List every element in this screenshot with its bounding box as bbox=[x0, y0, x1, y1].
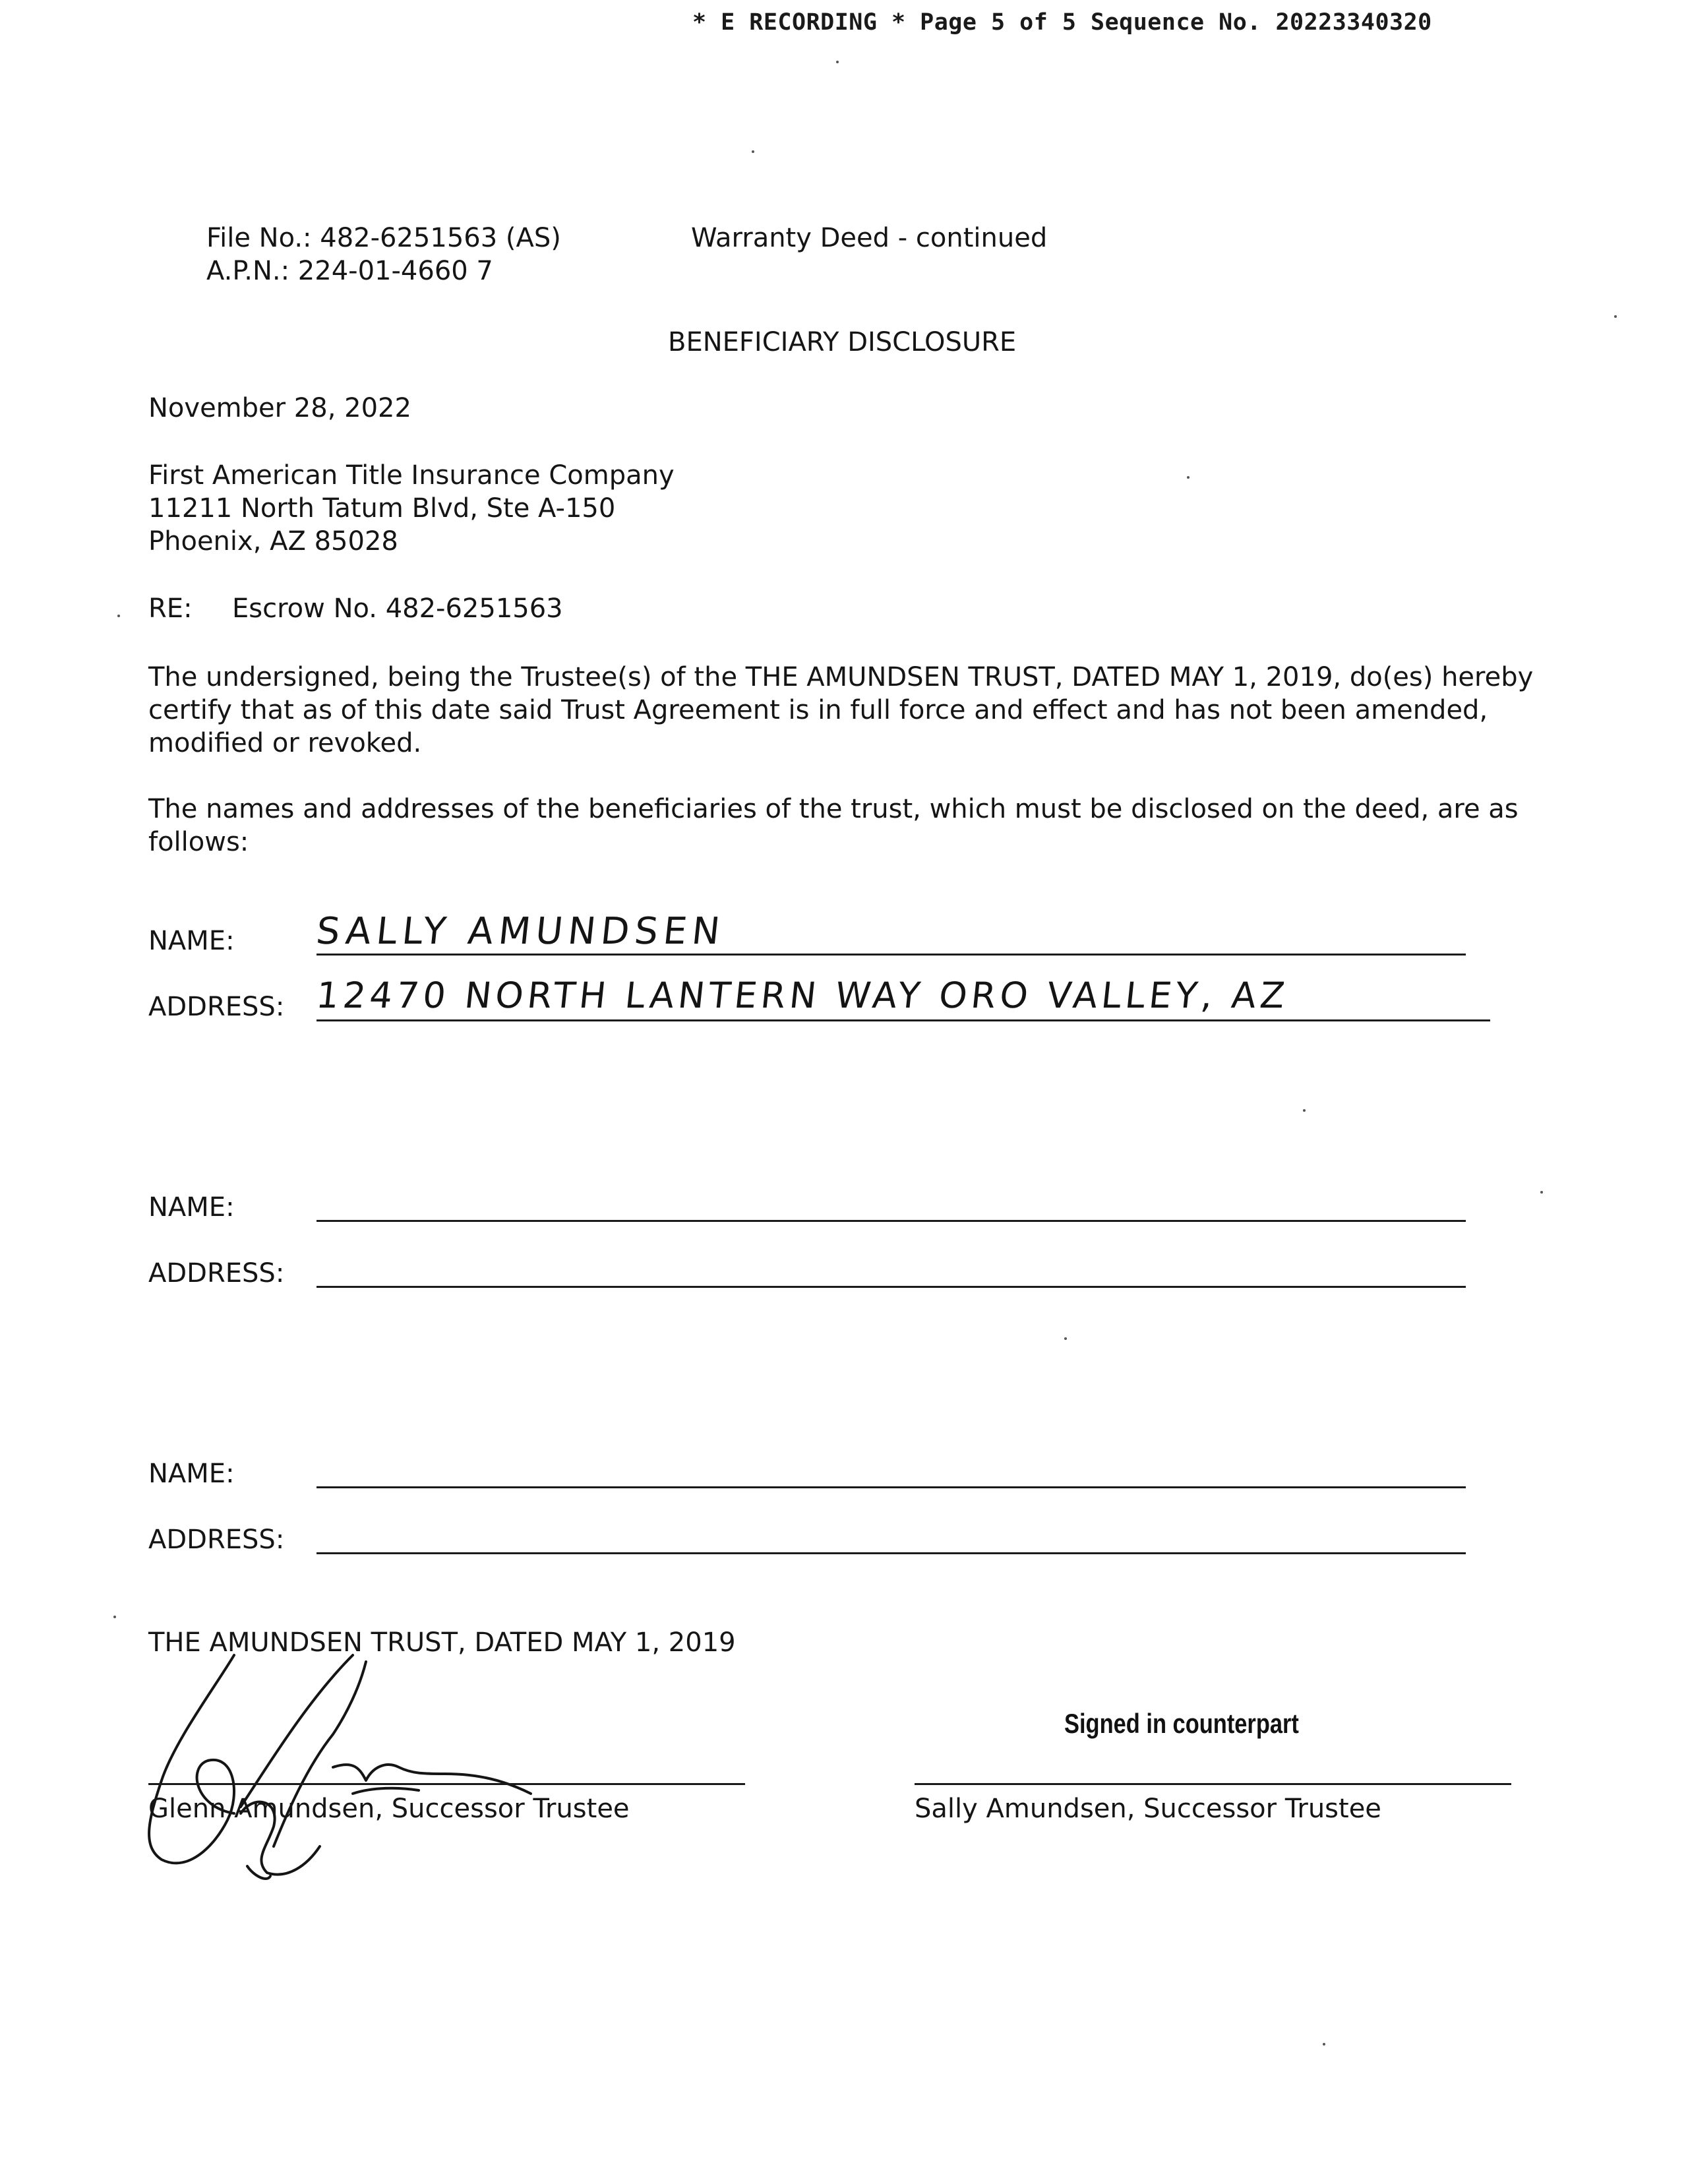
scan-speck bbox=[836, 61, 839, 63]
beneficiary-name-handwritten: SALLY AMUNDSEN bbox=[314, 910, 727, 953]
scan-speck bbox=[1540, 1191, 1543, 1194]
signatory-sally: Sally Amundsen, Successor Trustee bbox=[915, 1794, 1381, 1824]
scan-speck bbox=[1323, 2043, 1325, 2046]
scan-speck bbox=[1064, 1337, 1067, 1340]
scan-speck bbox=[752, 150, 754, 153]
scan-speck bbox=[117, 615, 120, 617]
section-title: BENEFICIARY DISCLOSURE bbox=[668, 327, 1017, 357]
name-line bbox=[316, 954, 1466, 956]
addressee-line-3: Phoenix, AZ 85028 bbox=[148, 526, 398, 557]
address-label: ADDRESS: bbox=[148, 1525, 285, 1555]
address-label: ADDRESS: bbox=[148, 992, 285, 1022]
document-title: Warranty Deed - continued bbox=[691, 223, 1048, 253]
signature-line-2 bbox=[915, 1783, 1511, 1785]
re-label: RE: bbox=[148, 593, 193, 624]
addressee-line-1: First American Title Insurance Company bbox=[148, 460, 675, 491]
scan-speck bbox=[1187, 476, 1190, 479]
signed-in-counterpart-stamp: Signed in counterpart bbox=[1064, 1708, 1299, 1739]
beneficiary-address-handwritten: 12470 NORTH LANTERN WAY ORO VALLEY, AZ bbox=[314, 975, 1291, 1016]
address-label: ADDRESS: bbox=[148, 1258, 285, 1289]
addressee-line-2: 11211 North Tatum Blvd, Ste A-150 bbox=[148, 493, 616, 524]
name-label: NAME: bbox=[148, 1192, 235, 1223]
trustee-certification: The undersigned, being the Trustee(s) of the THE AMUNDSEN TRUST, DATED MAY 1, 2019, do(es) hereby certify that as of this date said Trust Agreement is in full force and effect and has not been amended, modified or revoked. bbox=[148, 662, 1534, 758]
signatory-glenn: Glenn Amundsen, Successor Trustee bbox=[148, 1794, 630, 1824]
address-line bbox=[316, 1552, 1466, 1554]
letter-date: November 28, 2022 bbox=[148, 393, 411, 423]
address-line bbox=[316, 1019, 1490, 1021]
signature-line-1 bbox=[148, 1783, 745, 1785]
address-line bbox=[316, 1286, 1466, 1288]
name-label: NAME: bbox=[148, 1459, 235, 1489]
escrow-number: Escrow No. 482-6251563 bbox=[232, 593, 563, 624]
scan-speck bbox=[113, 1616, 116, 1618]
scan-speck bbox=[1614, 315, 1617, 318]
name-line bbox=[316, 1486, 1466, 1488]
recording-header: * E RECORDING * Page 5 of 5 Sequence No. 20223340320 bbox=[692, 9, 1432, 36]
name-line bbox=[316, 1220, 1466, 1222]
scan-speck bbox=[1303, 1109, 1306, 1112]
beneficiary-intro: The names and addresses of the beneficiaries of the trust, which must be disclosed on the deed, are as follows: bbox=[148, 794, 1519, 857]
name-label: NAME: bbox=[148, 926, 235, 956]
file-number: File No.: 482-6251563 (AS) bbox=[206, 223, 561, 253]
glenn-signature-scribble bbox=[135, 1649, 597, 1886]
trust-name: THE AMUNDSEN TRUST, DATED MAY 1, 2019 bbox=[148, 1627, 736, 1658]
apn-number: A.P.N.: 224-01-4660 7 bbox=[206, 256, 493, 286]
